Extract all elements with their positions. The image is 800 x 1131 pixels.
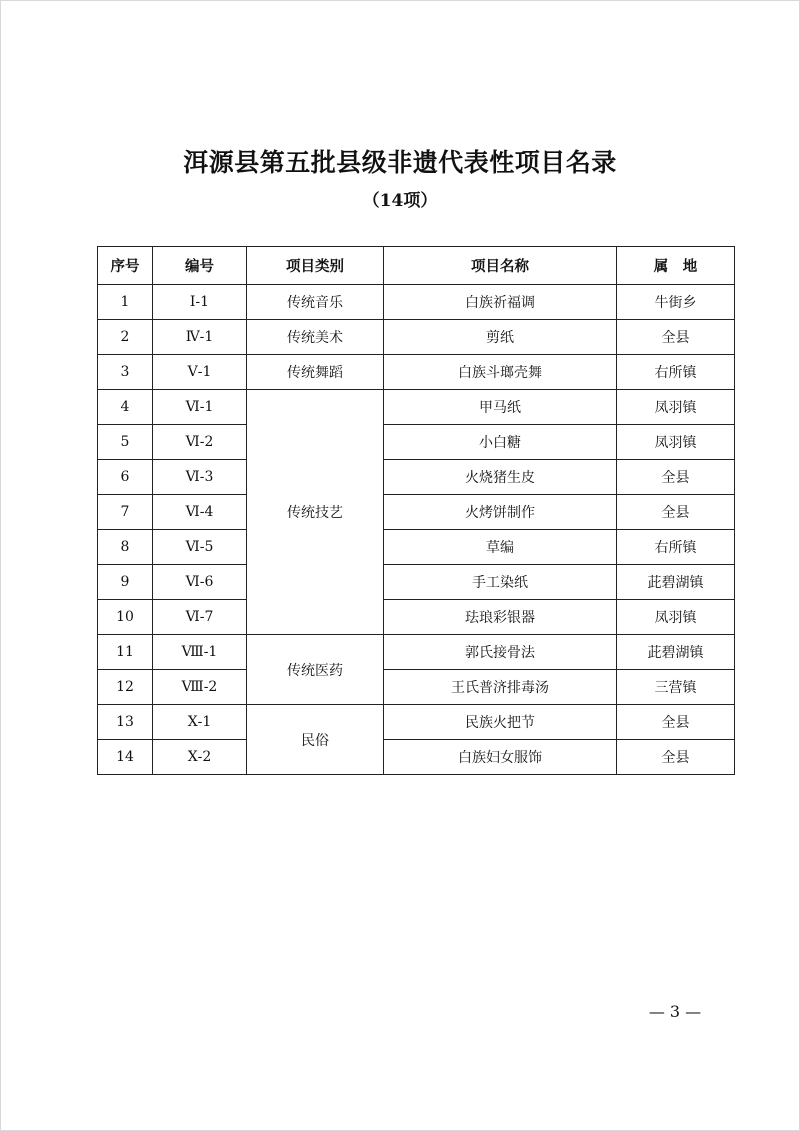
- cell-code: Ⅰ-1: [153, 285, 247, 320]
- document-title: 洱源县第五批县级非遗代表性项目名录: [183, 148, 617, 177]
- cell-serial: 7: [98, 495, 153, 530]
- cell-location: 右所镇: [617, 530, 735, 565]
- cell-code: Ⅵ-6: [153, 565, 247, 600]
- cell-location: 茈碧湖镇: [617, 565, 735, 600]
- table-row: [98, 460, 735, 495]
- table-row: [98, 565, 735, 600]
- cell-code: Ⅵ-7: [153, 600, 247, 635]
- header-category: 项目类别: [247, 247, 384, 285]
- cell-code: Ⅷ-1: [153, 635, 247, 670]
- cell-project-name: 郭氏接骨法: [384, 635, 617, 670]
- cell-project-name: 手工染纸: [384, 565, 617, 600]
- table-row: [98, 740, 735, 775]
- cell-project-name: 火烧猪生皮: [384, 460, 617, 495]
- cell-code: Ⅹ-1: [153, 705, 247, 740]
- cell-serial: 12: [98, 670, 153, 705]
- cell-project-name: 小白糖: [384, 425, 617, 460]
- cell-serial: 3: [98, 355, 153, 390]
- cell-category: 传统技艺: [247, 390, 384, 635]
- cell-location: 三营镇: [617, 670, 735, 705]
- cell-location: 凤羽镇: [617, 425, 735, 460]
- cell-code: Ⅵ-5: [153, 530, 247, 565]
- cell-project-name: 民族火把节: [384, 705, 617, 740]
- header-project-name: 项目名称: [384, 247, 617, 285]
- cell-serial: 8: [98, 530, 153, 565]
- cell-project-name: 草编: [384, 530, 617, 565]
- cell-location: 茈碧湖镇: [617, 635, 735, 670]
- page-number: — 3 —: [648, 1002, 702, 1021]
- cell-serial: 1: [98, 285, 153, 320]
- document-subtitle: （14项）: [362, 191, 438, 211]
- table-header-row: [98, 247, 735, 285]
- cell-project-name: 火烤饼制作: [384, 495, 617, 530]
- cell-serial: 11: [98, 635, 153, 670]
- cell-location: 全县: [617, 320, 735, 355]
- table-row: [98, 320, 735, 355]
- cell-serial: 10: [98, 600, 153, 635]
- cell-project-name: 白族斗瑯壳舞: [384, 355, 617, 390]
- cell-location: 全县: [617, 705, 735, 740]
- cell-serial: 13: [98, 705, 153, 740]
- cell-project-name: 白族祈福调: [384, 285, 617, 320]
- cell-code: Ⅵ-3: [153, 460, 247, 495]
- cell-project-name: 王氏普济排毒汤: [384, 670, 617, 705]
- cell-serial: 2: [98, 320, 153, 355]
- cell-code: Ⅵ-4: [153, 495, 247, 530]
- cell-serial: 14: [98, 740, 153, 775]
- cell-serial: 6: [98, 460, 153, 495]
- cell-location: 全县: [617, 460, 735, 495]
- cell-code: Ⅴ-1: [153, 355, 247, 390]
- cell-project-name: 珐琅彩银器: [384, 600, 617, 635]
- cell-location: 全县: [617, 495, 735, 530]
- table-row: [98, 705, 735, 740]
- header-code: 编号: [153, 247, 247, 285]
- header-serial: 序号: [98, 247, 153, 285]
- cell-location: 右所镇: [617, 355, 735, 390]
- table-row: [98, 285, 735, 320]
- table-row: [98, 425, 735, 460]
- cell-code: Ⅵ-2: [153, 425, 247, 460]
- cell-project-name: 甲马纸: [384, 390, 617, 425]
- cell-code: Ⅳ-1: [153, 320, 247, 355]
- cell-serial: 5: [98, 425, 153, 460]
- table-row: [98, 600, 735, 635]
- header-location: 属 地: [617, 247, 735, 285]
- cell-serial: 4: [98, 390, 153, 425]
- table-row: [98, 495, 735, 530]
- table-row: [98, 390, 735, 425]
- cell-project-name: 剪纸: [384, 320, 617, 355]
- cell-category: 传统音乐: [247, 285, 384, 320]
- cell-code: Ⅵ-1: [153, 390, 247, 425]
- cell-project-name: 白族妇女服饰: [384, 740, 617, 775]
- heritage-roster-table: [97, 246, 735, 775]
- cell-category: 民俗: [247, 705, 384, 775]
- cell-location: 牛街乡: [617, 285, 735, 320]
- table-row: [98, 670, 735, 705]
- cell-category: 传统医药: [247, 635, 384, 705]
- cell-location: 凤羽镇: [617, 600, 735, 635]
- cell-serial: 9: [98, 565, 153, 600]
- table-row: [98, 530, 735, 565]
- table-row: [98, 355, 735, 390]
- cell-code: Ⅹ-2: [153, 740, 247, 775]
- table-row: [98, 635, 735, 670]
- cell-location: 凤羽镇: [617, 390, 735, 425]
- cell-location: 全县: [617, 740, 735, 775]
- cell-code: Ⅷ-2: [153, 670, 247, 705]
- cell-category: 传统舞蹈: [247, 355, 384, 390]
- cell-category: 传统美术: [247, 320, 384, 355]
